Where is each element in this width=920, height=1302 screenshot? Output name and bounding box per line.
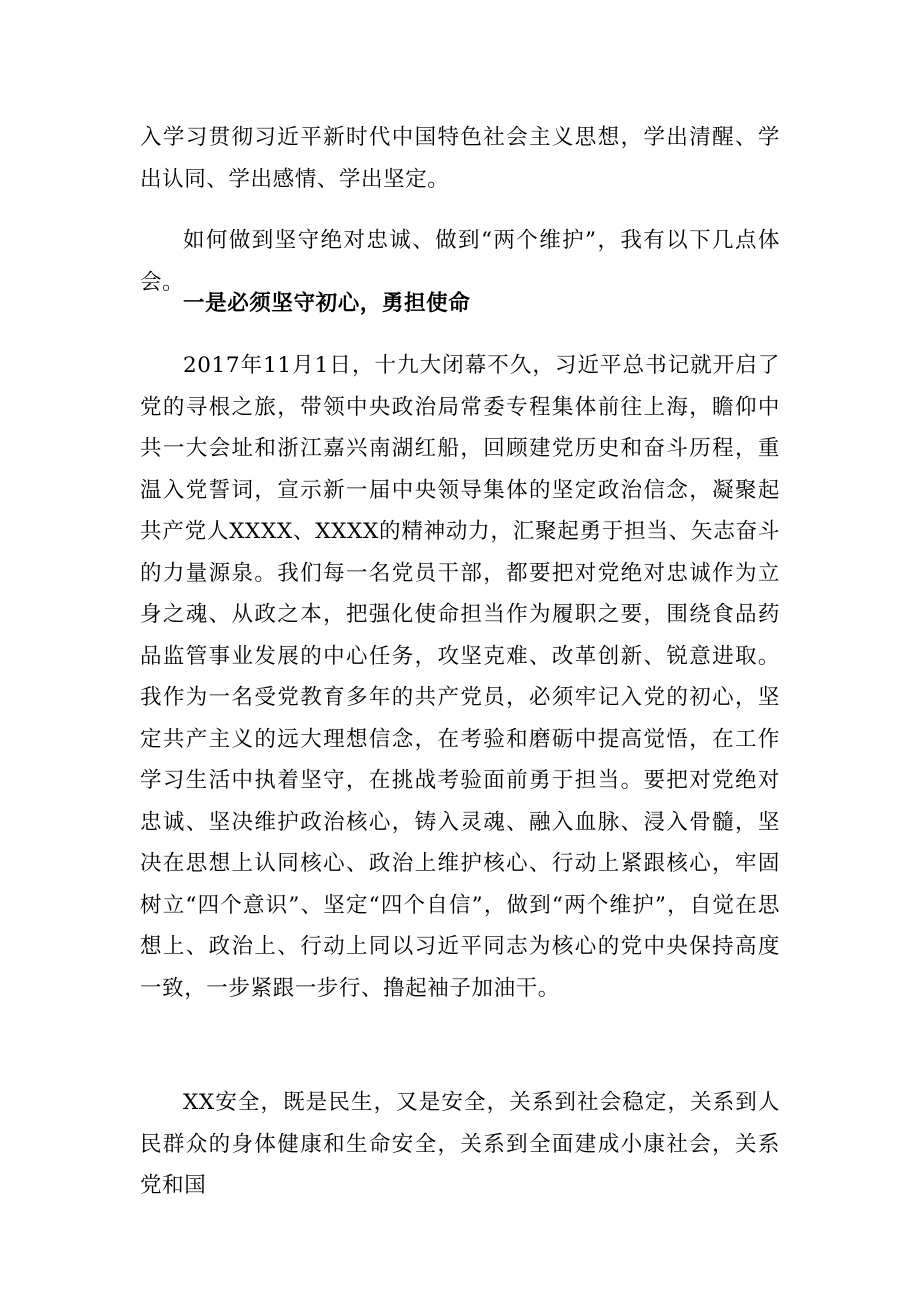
paragraph-3: 2017年11月1日，十九大闭幕不久，习近平总书记就开启了党的寻根之旅，带领中央政治局常委专程集体前往上海，瞻仰中共一大会址和浙江嘉兴南湖红船，回顾建党历史和奋斗历程，重温入党誓词，宣示新一届中央领导集体的坚定政治信念，凝聚起共产党人XXXX、XXXX的精神动力，汇聚起勇于担当、矢志奋斗的力量源泉。我们每一名党员干部，都要把对党绝对忠诚作为立身之魂、从政之本，把强化使命担当作为履职之要，围绕食品药品监管事业发展的中心任务，攻坚克难、改革创新、锐意进取。我作为一名受党教育多年的共产党员，必须牢记入党的初心，坚定共产主义的远大理想信念，在考验和磨砺中提高觉悟，在工作学习生活中执着坚守，在挑战考验面前勇于担当。要把对党绝对忠诚、坚决维护政治核心，铸入灵魂、融入血脉、浸入骨髓，坚决在思想上认同核心、政治上维护核心、行动上紧跟核心，牢固树立“四个意识”、坚定“四个自信”，做到“两个维护”，自觉在思想上、政治上、行动上同以习近平同志为核心的党中央保持高度一致，一步紧跟一步行、撸起袖子加油干。 (140, 353, 780, 1001)
paragraph-1: 入学习贯彻习近平新时代中国特色社会主义思想，学出清醒、学出认同、学出感情、学出坚定。 (140, 125, 780, 192)
text-block-top (140, 117, 780, 200)
text-block-main (140, 345, 780, 1009)
text-block-bottom (140, 1082, 780, 1207)
section-heading: 一是必须坚守初心，勇担使命 (183, 291, 471, 316)
paragraph-4: XX安全，既是民生，又是安全，关系到社会稳定，关系到人民群众的身体健康和生命安全，关系到全面建成小康社会，关系党和国 (140, 1090, 780, 1198)
text-block-heading (140, 283, 780, 325)
paragraph-2: 如何做到坚守绝对忠诚、做到“两个维护”，我有以下几点体会。 (140, 228, 780, 295)
